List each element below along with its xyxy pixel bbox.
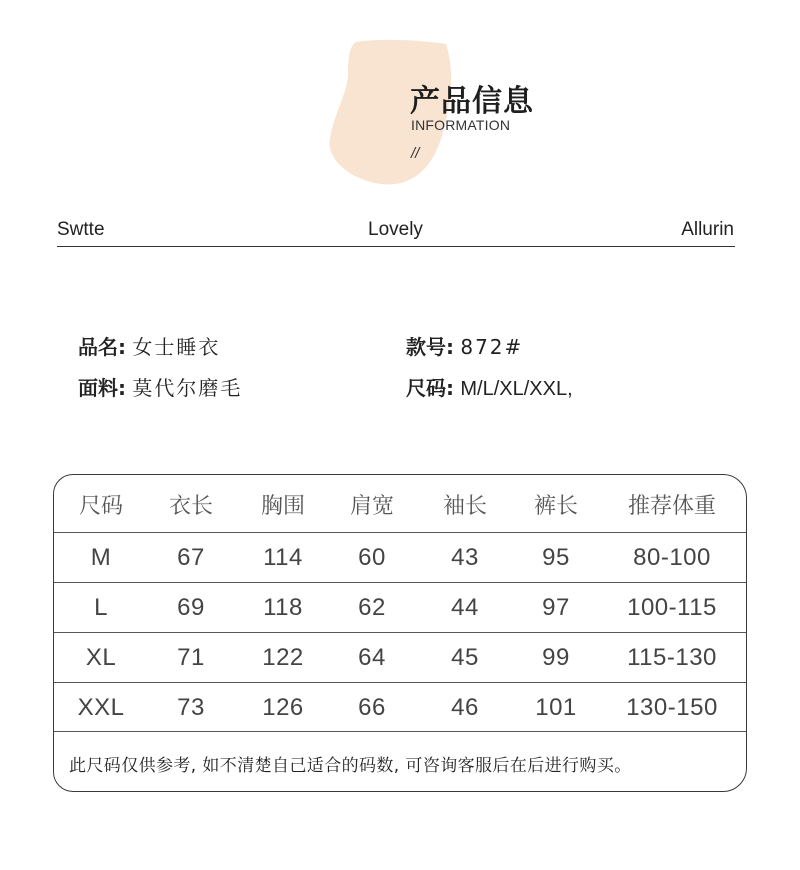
table-cell: 46 (451, 694, 479, 721)
table-cell: 60 (358, 544, 386, 571)
table-cell: 115-130 (627, 644, 717, 671)
title-mark: // (411, 145, 420, 162)
product-style-value: 872# (460, 335, 524, 359)
product-sizes (406, 372, 573, 401)
table-cell: 64 (358, 644, 386, 671)
table-cell: 99 (542, 644, 570, 671)
table-cell: 44 (451, 594, 479, 621)
product-fabric-value: 莫代尔磨毛 (132, 376, 243, 400)
tagline-divider (57, 246, 735, 247)
table-header-cell: 胸围 (260, 493, 306, 519)
table-cell: 95 (542, 544, 570, 571)
product-sizes-value: M/L/XL/XXL, (460, 378, 573, 400)
table-cell: 66 (358, 694, 386, 721)
product-fabric-label: 面料: (78, 376, 126, 400)
table-cell: L (94, 594, 108, 621)
table-header-cell: 肩宽 (349, 493, 395, 519)
product-name-value: 女士睡衣 (132, 335, 221, 359)
table-header-cell: 袖长 (442, 493, 488, 519)
product-fabric (78, 372, 242, 401)
table-header-cell: 裤长 (533, 493, 579, 519)
table-cell: 114 (263, 544, 303, 571)
tagline-right: Allurin (681, 219, 734, 240)
page-subtitle: INFORMATION (411, 117, 511, 133)
table-cell: 80-100 (633, 544, 711, 571)
product-style-label: 款号: (406, 335, 454, 359)
table-cell: 43 (451, 544, 479, 571)
table-header-row (54, 475, 746, 533)
table-cell: 97 (542, 594, 570, 621)
page-title: 产品信息 (410, 84, 534, 119)
table-header-cell: 推荐体重 (627, 493, 717, 519)
table-header-cell: 尺码 (78, 493, 124, 519)
product-name (78, 331, 220, 360)
product-style (406, 331, 523, 360)
table-divider (54, 731, 746, 732)
table-cell: 73 (177, 694, 205, 721)
table-header-cell: 衣长 (168, 493, 214, 519)
table-row (54, 533, 746, 583)
table-row (54, 633, 746, 683)
table-cell: XL (85, 644, 117, 671)
product-name-label: 品名: (78, 335, 126, 359)
size-note: 此尺码仅供参考, 如不清楚自己适合的码数, 可咨询客服后在后进行购买。 (69, 756, 632, 776)
table-cell: 62 (358, 594, 386, 621)
tagline-middle: Lovely (368, 219, 423, 240)
table-cell: XXL (77, 694, 125, 721)
table-cell: M (90, 544, 112, 571)
table-cell: 45 (451, 644, 479, 671)
table-cell: 118 (263, 594, 303, 621)
table-cell: 100-115 (627, 594, 717, 621)
table-cell: 130-150 (626, 694, 718, 721)
table-cell: 71 (177, 644, 205, 671)
table-cell: 69 (177, 594, 205, 621)
product-sizes-label: 尺码: (406, 376, 454, 400)
table-cell: 67 (177, 544, 205, 571)
table-cell: 126 (262, 694, 304, 721)
table-cell: 122 (262, 644, 304, 671)
table-row (54, 683, 746, 733)
tagline-left: Swtte (57, 219, 105, 240)
table-cell: 101 (535, 694, 577, 721)
table-row (54, 583, 746, 633)
size-table (53, 474, 747, 792)
